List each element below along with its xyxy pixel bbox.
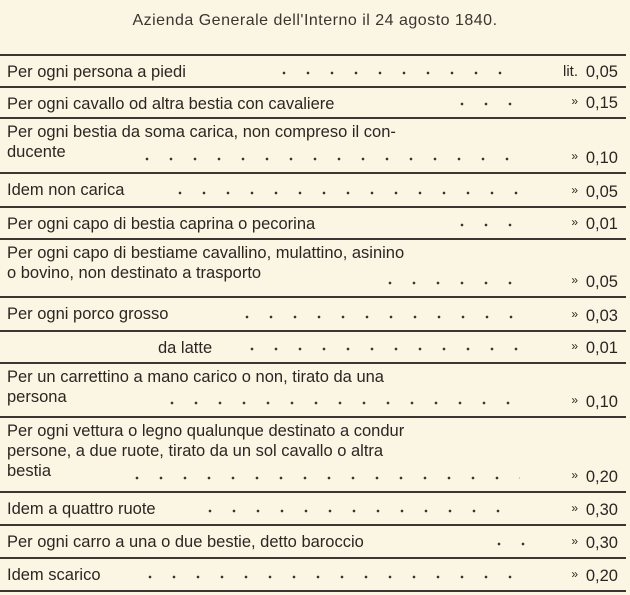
- toll-amount: 0,10: [585, 393, 618, 411]
- ditto-mark: »: [571, 307, 578, 321]
- ditto-mark: »: [571, 183, 578, 197]
- toll-amount: 0,05: [585, 63, 618, 81]
- ditto-mark: »: [571, 94, 578, 108]
- row-description: Idem scarico: [7, 566, 101, 584]
- toll-amount: 0,10: [585, 149, 618, 167]
- toll-amount: 0,20: [585, 567, 618, 585]
- table-row: [0, 332, 626, 364]
- toll-amount: 0,03: [585, 307, 618, 325]
- row-description: Per ogni capo di bestiame cavallino, mulattino, asinino o bovino, non destinato a trasporto: [7, 244, 405, 282]
- ditto-mark: »: [571, 567, 578, 581]
- row-description: da latte: [158, 339, 213, 357]
- row-description: Per ogni porco grosso: [7, 305, 169, 323]
- dot-leader: [168, 186, 520, 200]
- document-header: Azienda Generale dell'Interno il 24 agosto 1840.: [132, 12, 498, 29]
- row-description: Per ogni cavallo od altra bestia con cavaliere: [7, 95, 335, 113]
- dot-leader: [240, 342, 520, 356]
- dot-leader: [160, 396, 520, 410]
- table-row: [0, 240, 626, 298]
- table-row: [0, 119, 626, 174]
- toll-amount: 0,20: [585, 468, 618, 486]
- table-row: [0, 88, 626, 119]
- dot-leader: [125, 471, 520, 485]
- ditto-mark: »: [571, 215, 578, 229]
- toll-amount: 0,30: [585, 534, 618, 552]
- currency-unit: lit.: [563, 63, 578, 80]
- dot-leader: [198, 504, 520, 518]
- row-description: Per ogni vettura o legno qualunque destinato a condur persone, a due ruote, tirato da un sol cavallo o altra bestia: [7, 422, 405, 480]
- row-description: Idem a quattro ruote: [7, 500, 156, 518]
- toll-amount: 0,30: [585, 501, 618, 519]
- dot-leader: [450, 97, 520, 111]
- ditto-mark: »: [571, 393, 578, 407]
- tariff-table: [0, 54, 626, 592]
- toll-amount: 0,05: [585, 273, 618, 291]
- ditto-mark: »: [571, 534, 578, 548]
- toll-amount: 0,01: [585, 215, 618, 233]
- row-description: Idem non carica: [7, 181, 125, 199]
- toll-amount: 0,01: [585, 339, 618, 357]
- dot-leader: [450, 218, 520, 232]
- ditto-mark: »: [571, 149, 578, 163]
- table-row: [0, 208, 626, 240]
- row-description: Per ogni capo di bestia caprina o pecorina: [7, 215, 316, 233]
- dot-leader: [378, 276, 520, 290]
- dot-leader: [235, 310, 520, 324]
- row-description: Per un carrettino a mano carico o non, tirato da una persona: [7, 368, 384, 406]
- ditto-mark: »: [571, 468, 578, 482]
- table-row: [0, 174, 626, 208]
- ditto-mark: »: [571, 339, 578, 353]
- row-description: Per ogni persona a piedi: [7, 63, 186, 81]
- ditto-mark: »: [571, 273, 578, 287]
- table-row: [0, 559, 626, 592]
- table-row: [0, 418, 626, 493]
- table-row: [0, 526, 626, 559]
- row-description: Per ogni carro a una o due bestie, detto baroccio: [7, 533, 364, 551]
- table-row: [0, 298, 626, 332]
- row-description: Per ogni bestia da soma carica, non compreso il con- ducente: [7, 123, 396, 161]
- ditto-mark: »: [571, 501, 578, 515]
- table-row: [0, 493, 626, 526]
- table-row: [0, 56, 626, 88]
- table-row: [0, 364, 626, 418]
- toll-amount: 0,15: [585, 94, 618, 112]
- dot-leader: [272, 66, 510, 80]
- dot-leader: [487, 537, 530, 551]
- dot-leader: [138, 570, 520, 584]
- dot-leader: [135, 152, 520, 166]
- toll-amount: 0,05: [585, 183, 618, 201]
